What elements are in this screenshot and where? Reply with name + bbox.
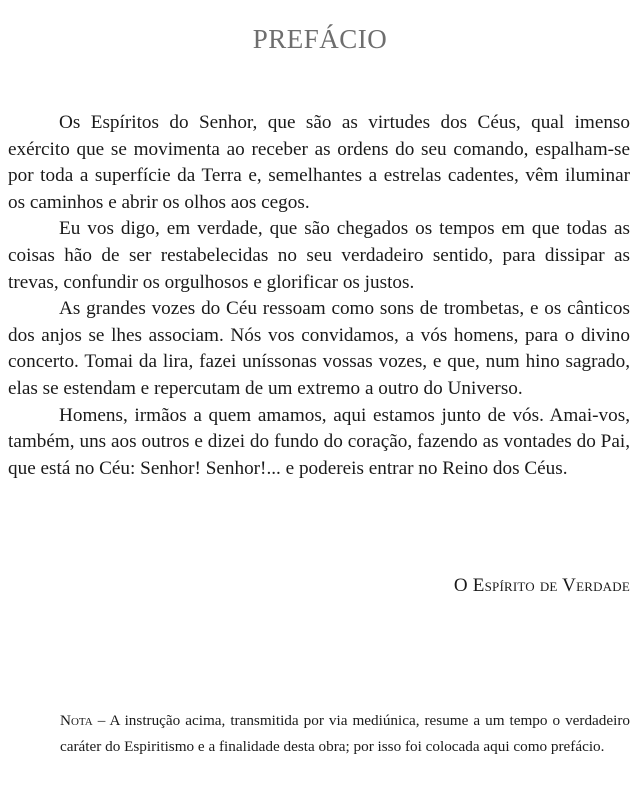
paragraph-3: As grandes vozes do Céu ressoam como sons de trombetas, e os cânticos dos anjos se lhes associam. Nós vos convidamos, a vós homens, para o divino concerto. Tomai da lira, fazei uníssonas vossas vozes, e que, num hino sagrado, elas se estendam e repercutam de um extremo a outro do Universo. bbox=[8, 298, 630, 399]
page-title: PREFÁCIO bbox=[252, 24, 388, 54]
note-text: – A instrução acima, transmitida por via mediúnica, resume a um tempo o verdadeiro caráter do Espiritismo e a finalidade desta obra; por isso foi colocada aqui como prefácio. bbox=[60, 712, 630, 755]
paragraph-1: Os Espíritos do Senhor, que são as virtudes dos Céus, qual imenso exército que se movimenta ao receber as ordens do seu comando, espalham-se por toda a superfície da Terra e, semelhantes a estrelas cadentes, vêm iluminar os caminhos e abrir os olhos aos cegos. bbox=[8, 112, 630, 213]
paragraph-2: Eu vos digo, em verdade, que são chegados os tempos em que todas as coisas hão de ser restabelecidas no seu verdadeiro sentido, para dissipar as trevas, confundir os orgulhosos e glorificar os justos. bbox=[8, 218, 630, 293]
preface-body bbox=[8, 110, 630, 482]
paragraph-4: Homens, irmãos a quem amamos, aqui estamos junto de vós. Amai-vos, também, uns aos outros e dizei do fundo do coração, fazendo as vontades do Pai, que está no Céu: Senhor! Senhor!... e podereis entrar no Reino dos Céus. bbox=[8, 404, 630, 479]
note-label: Nota bbox=[60, 712, 93, 729]
signature: O Espírito de Verdade bbox=[453, 575, 630, 596]
footnote bbox=[60, 708, 630, 759]
